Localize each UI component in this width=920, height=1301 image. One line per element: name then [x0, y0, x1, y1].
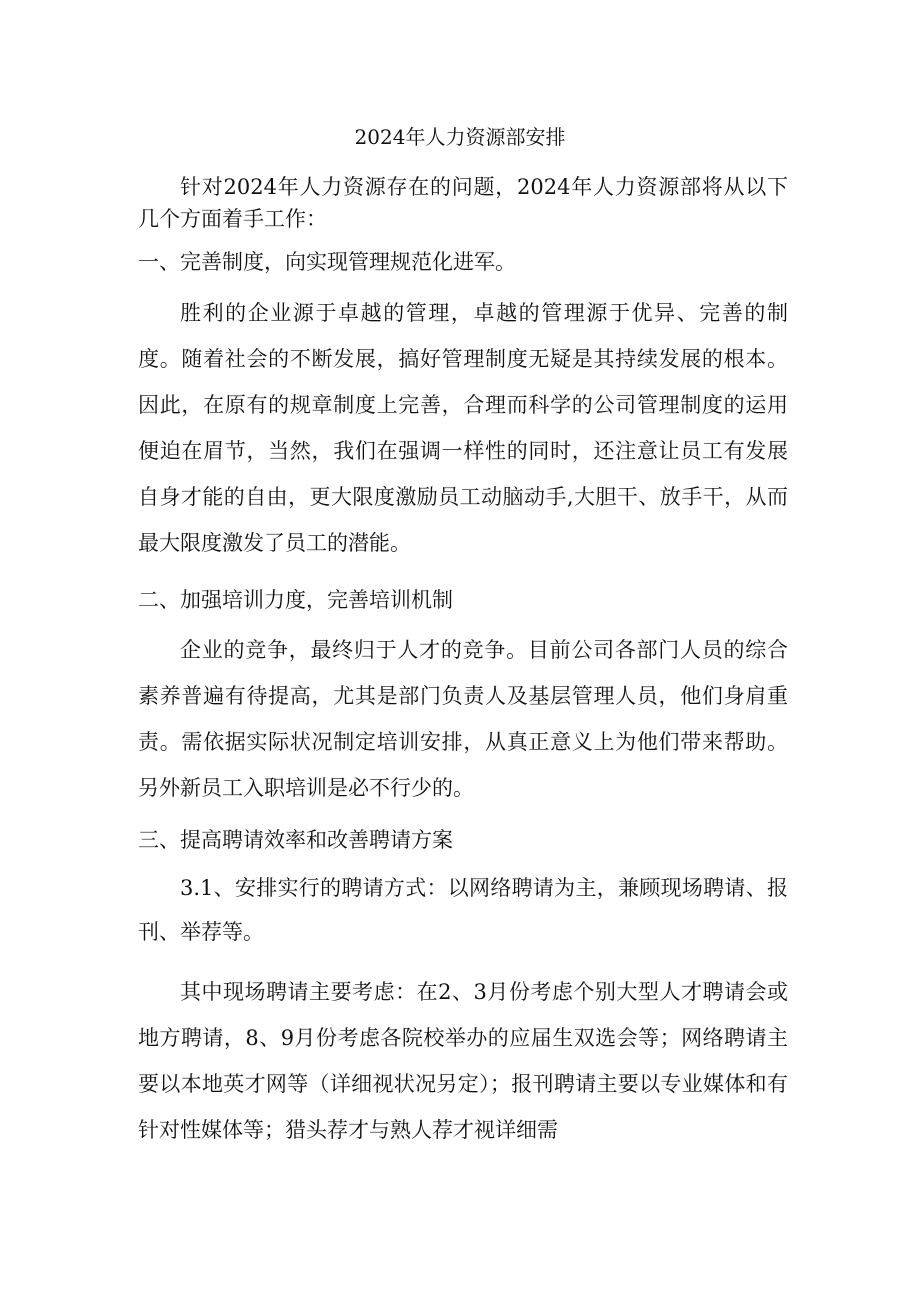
section-3-body: 其中现场聘请主要考虑：在2、3月份考虑个别大型人才聘请会或地方聘请，8、9月份考虑各院校举办的应届生双选会等；网络聘请主要以本地英才网等（详细视状况另定）；报刊聘请主要以专业媒体和有针对性媒体等；猎头荐才与熟人荐才视详细需	[138, 980, 788, 1142]
section-3-heading: 三、提高聘请效率和改善聘请方案	[138, 828, 453, 852]
section-1-heading: 一、完善制度，向实现管理规范化进军。	[138, 250, 516, 274]
section-3-item-1: 3.1、安排实行的聘请方式：以网络聘请为主，兼顾现场聘请、报刊、举荐等。	[138, 876, 788, 944]
section-2-heading: 二、加强培训力度，完善培训机制	[138, 588, 453, 612]
section-1-body: 胜利的企业源于卓越的管理，卓越的管理源于优异、完善的制度。随着社会的不断发展，搞好管理制度无疑是其持续发展的根本。因此，在原有的规章制度上完善，合理而科学的公司管理制度的运用便迫在眉节，当然，我们在强调一样性的同时，还注意让员工有发展自身才能的自由，更大限度激励员工动脑动手,大胆干、放手干，从而最大限度激发了员工的潜能。	[138, 301, 788, 555]
section-2-body: 企业的竞争，最终归于人才的竞争。目前公司各部门人员的综合素养普遍有待提高，尤其是部门负责人及基层管理人员，他们身肩重责。需依据实际状况制定培训安排，从真正意义上为他们带来帮助。另外新员工入职培训是必不行少的。	[138, 638, 788, 800]
intro-paragraph: 针对2024年人力资源存在的问题，2024年人力资源部将从以下几个方面着手工作：	[138, 175, 788, 231]
document-title: 2024年人力资源部安排	[354, 125, 566, 149]
